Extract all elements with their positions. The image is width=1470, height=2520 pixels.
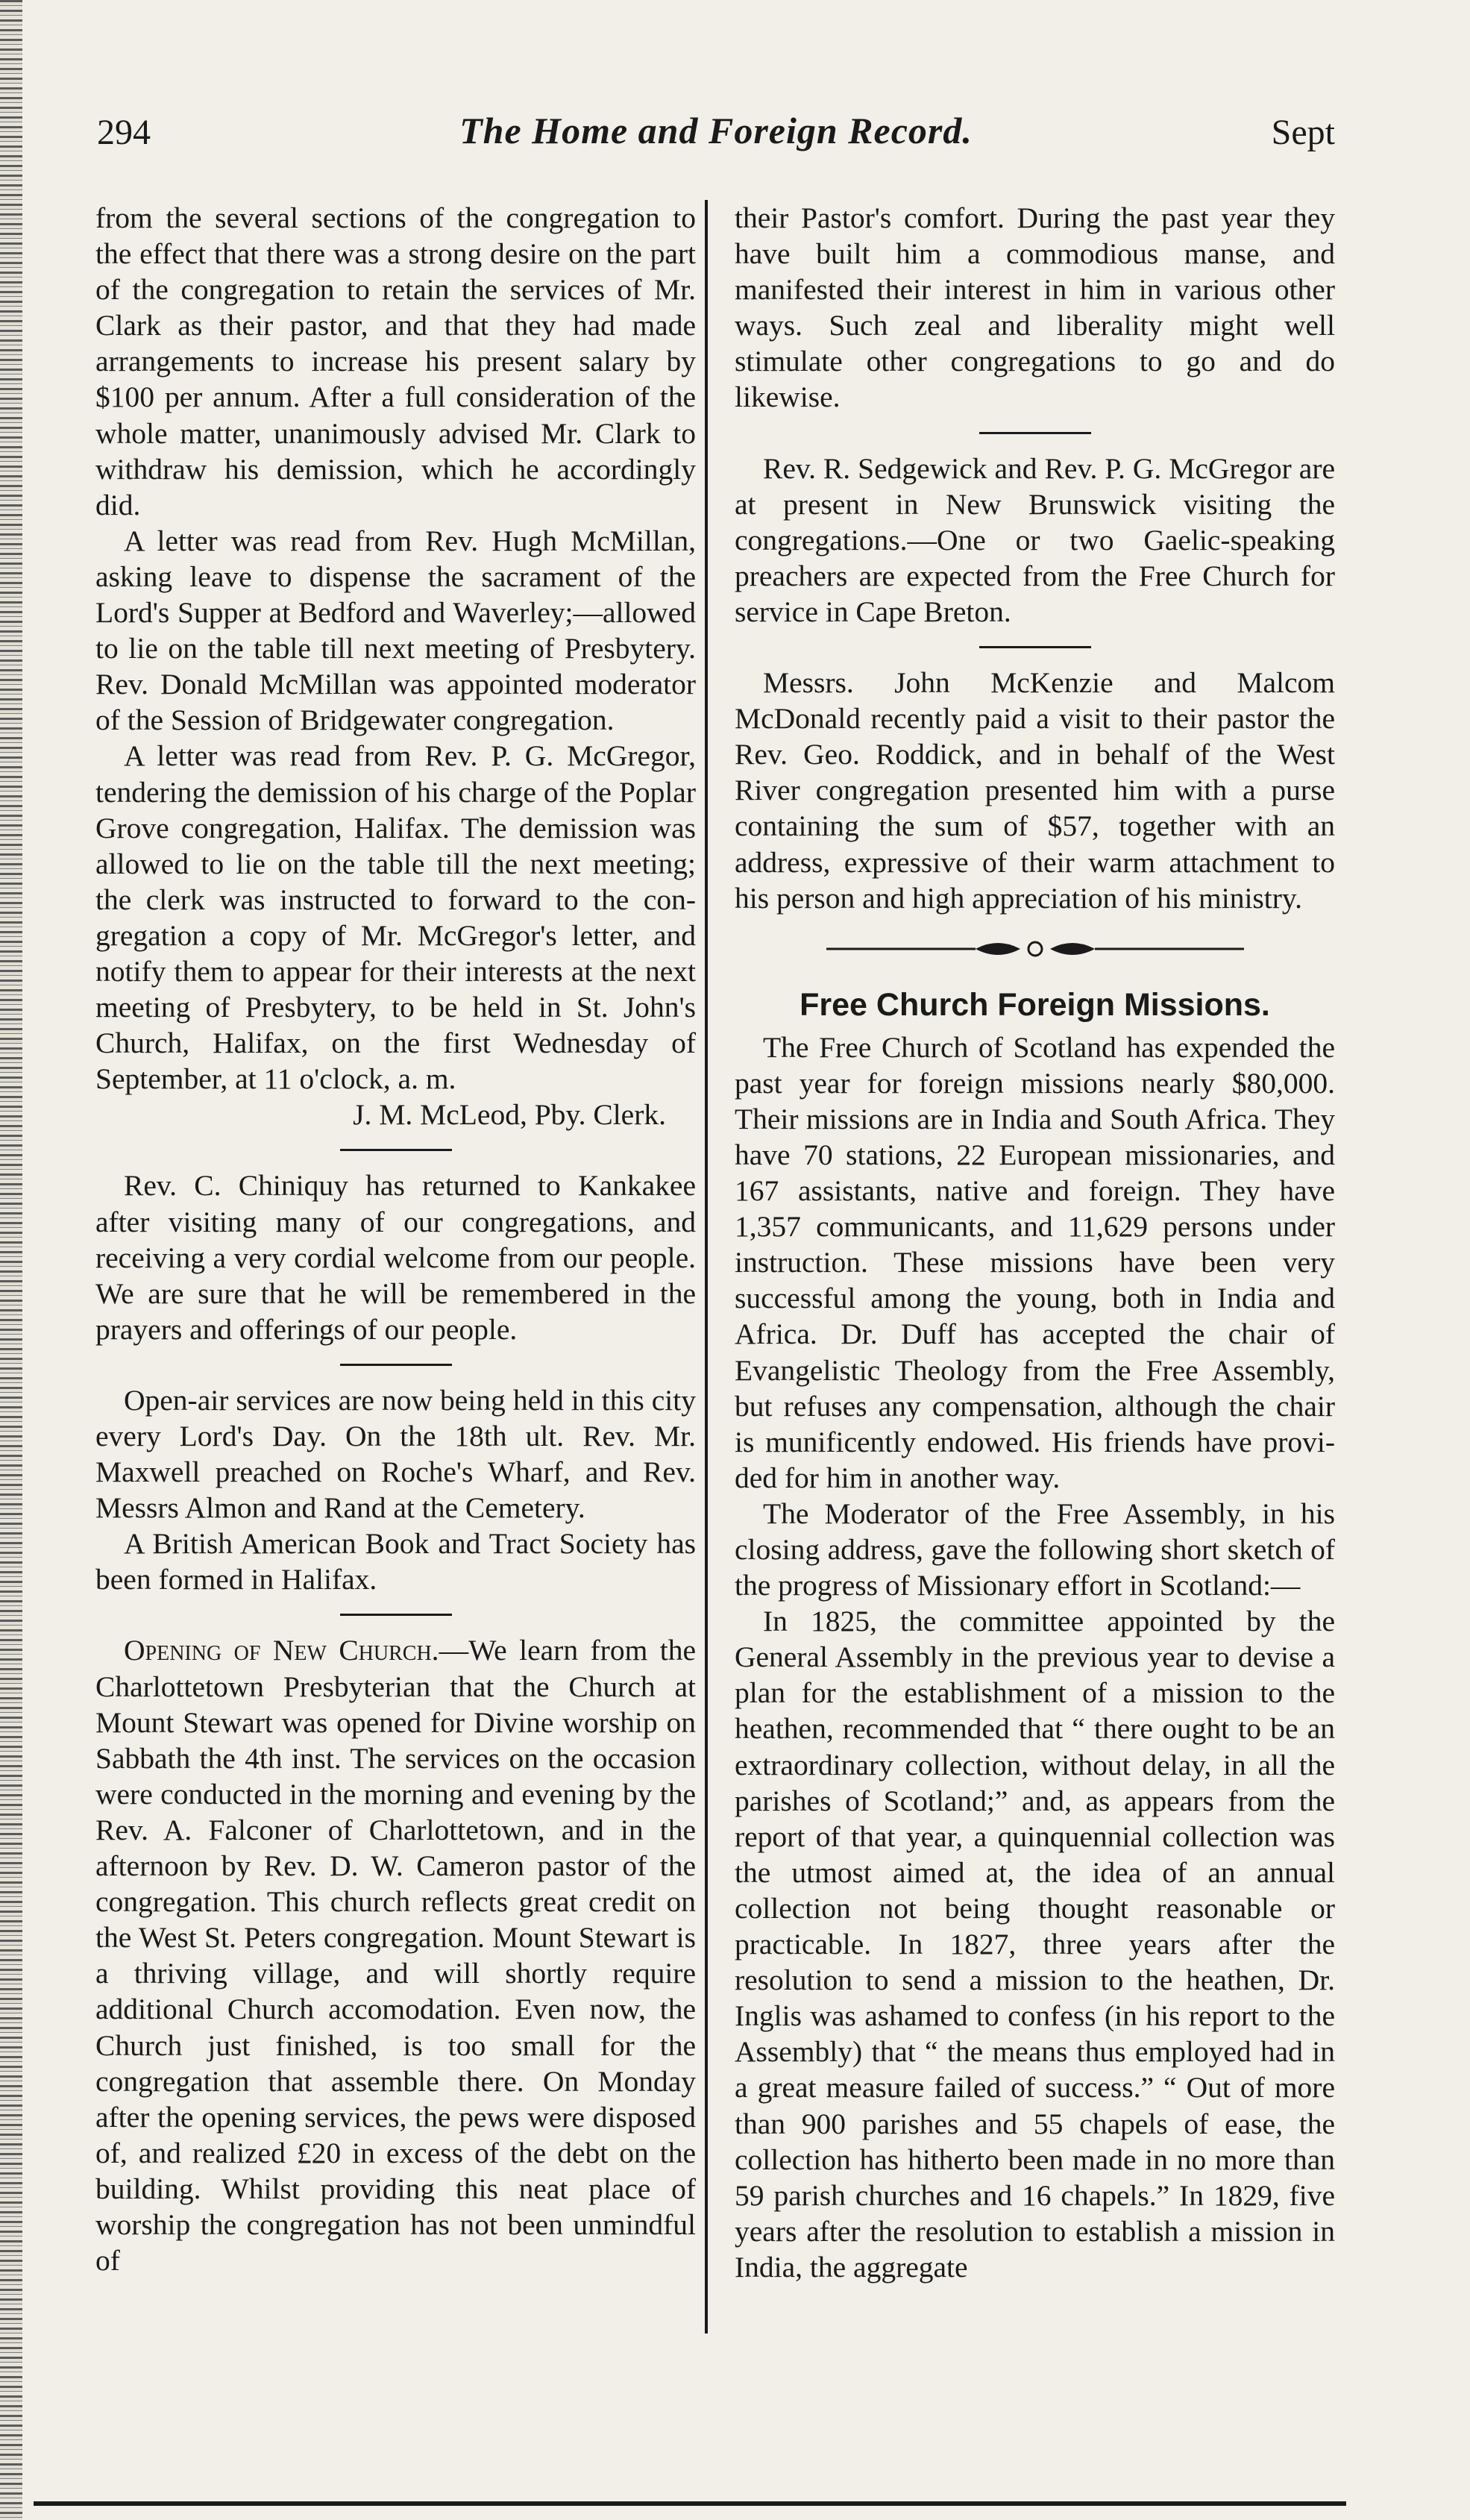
left-column xyxy=(95,200,696,2408)
paragraph: Rev. R. Sedgewick and Rev. P. G. McGregor are at present in New Brunswick visiting the congregations.—One or two Gaelic-speaking preachers are expected from the Free Church for service in Cape Breton. xyxy=(735,451,1335,628)
section-heading: Free Church Foreign Missions. xyxy=(800,986,1270,1023)
page-header xyxy=(97,112,1335,172)
ornament-icon xyxy=(826,934,1244,964)
page-number: 294 xyxy=(97,113,151,152)
divider xyxy=(979,432,1091,434)
column-divider xyxy=(705,200,708,2333)
paragraph: In 1825, the committee appointed by the General Assembly in the previous year to devise a plan for the establishment of a mission to the heathen, recommended that “ there ought to be an extraordinary collection, without delay, in all the parishes of Scotland;” and, as appears from the report of that year, a quinquennial collection was the utmost aimed at, the idea of an annual collection not being thought reasonable or practicable. In 1827, three years after the resolution to send a mission to the heathen, Dr. Inglis was ashamed to confess (in his report to the Assembly) that “ the means thus employed had in a great measure failed of success.” “ Out of more than 900 parishes and 55 chapels of ease, the collection has hitherto been made in no more than 59 parish churches and 16 chapels.” In 1829, five years after the resolution to establish a mission in India, the aggregate xyxy=(735,1605,1335,2284)
paragraph: A British American Book and Tract Society has been formed in Halifax. xyxy=(95,1527,696,1596)
clerk-signature: J. M. McLeod, Pby. Clerk. xyxy=(353,1098,666,1132)
paragraph: Messrs. John McKenzie and Malcom McDonald recently paid a visit to their pastor the Rev. Geo. Roddick, and in behalf of the West River congregation presented him with a purse containing the sum of $57, together with an address, expressive of their warm attachment to his person and high appreciation of his ministry. xyxy=(735,666,1335,915)
paragraph-lead: Opening of New Church. xyxy=(124,1634,439,1667)
paragraph-opening-new-church xyxy=(95,1632,696,2278)
paragraph: The Free Church of Scotland has expended the past year for foreign missions nearly $80,000. Their missions are in India and South Africa. They have 70 stations, 22 European missionaries, and 167 assistants, native and foreign. They have 1,357 communicants, and 11,629 persons under instruction. These missions have been very successful among the young, both in India and Africa. Dr. Duff has accepted the chair of Evangelistic Theology from the Free Assembly, but refuses any compensation, although the chair is munificently endowed. His friends have provided for him in another way. xyxy=(735,1030,1335,1494)
divider xyxy=(340,1149,452,1151)
paragraph: Rev. C. Chiniquy has returned to Kankakee after visiting many of our congregations, and receiving a very cordial welcome from our people. We are sure that he will be remembered in the prayers and offerings of our people. xyxy=(95,1169,696,1346)
paragraph: A letter was read from Rev. P. G. McGregor, tendering the demission of his charge of the Poplar Grove congregation, Halifax. The demission was allowed to lie on the table till the next meeting; the clerk was instructed to forward to the congregation a copy of Mr. McGregor's letter, and notify them to appear for their interests at the next meeting of Presbytery, to be held in St. John's Church, Halifax, on the first Wednesday of September, at 11 o'clock, a. m. xyxy=(95,739,696,1096)
paragraph-body: —We learn from the Charlottetown Presbyterian that the Church at Mount Stewart was opened for Divine worship on Sabbath the 4th inst. The services on the occasion were conducted in the morning and evening by the Rev. A. Falconer of Charlottetown, and in the afternoon by Rev. D. W. Cameron pastor of the congregation. This church reflects great credit on the West St. Peters congregation. Mount Stewart is a thriving village, and will shortly require additional Church accomodation. Even now, the Church just finished, is too small for the congregation that assemble there. On Monday after the opening services, the pews were disposed of, and realized £20 in excess of the debt on the building. Whilst providing this neat place of worship the congregation has not been unmindful of xyxy=(95,1634,696,2278)
paragraph: The Moderator of the Free Assembly, in his closing address, gave the following short sketch of the progress of Missionary effort in Scotland:— xyxy=(735,1496,1335,1602)
divider xyxy=(340,1614,452,1616)
paragraph: their Pastor's comfort. During the past year they have built him a commodious manse, and manifested their interest in him in various other ways. Such zeal and liberality might well stimulate other congregations to go and do likewise. xyxy=(735,201,1335,414)
right-column xyxy=(735,200,1335,2408)
journal-title: The Home and Foreign Record. xyxy=(459,110,973,151)
divider xyxy=(979,646,1091,648)
paragraph: from the several sections of the congregation to the effect that there was a strong desire on the part of the congregation to retain the services of Mr. Clark as their pastor, and that they had made arrangements to increase his present salary by $100 per annum. After a full consideration of the whole matter, unanimously advised Mr. Clark to withdraw his demission, which he accordingly did. xyxy=(95,201,696,521)
paragraph: A letter was read from Rev. Hugh McMillan, asking leave to dispense the sacrament of the Lord's Supper at Bedford and Waverley;—allowed to lie on the table till next meeting of Presbytery. Rev. Donald McMillan was appointed moderator of the Session of Bridgewater congregation. xyxy=(95,524,696,737)
page-month: Sept xyxy=(1271,113,1335,152)
divider xyxy=(340,1364,452,1366)
paragraph: Open-air services are now being held in this city every Lord's Day. On the 18th ult. Rev. Mr. Maxwell preached on Roche's Wharf, and Rev. Messrs Almon and Rand at the Cemetery. xyxy=(95,1383,696,1525)
page-binding-edge xyxy=(0,0,22,2520)
ornament-divider xyxy=(735,933,1335,977)
page-bottom-rule xyxy=(34,2501,1346,2506)
